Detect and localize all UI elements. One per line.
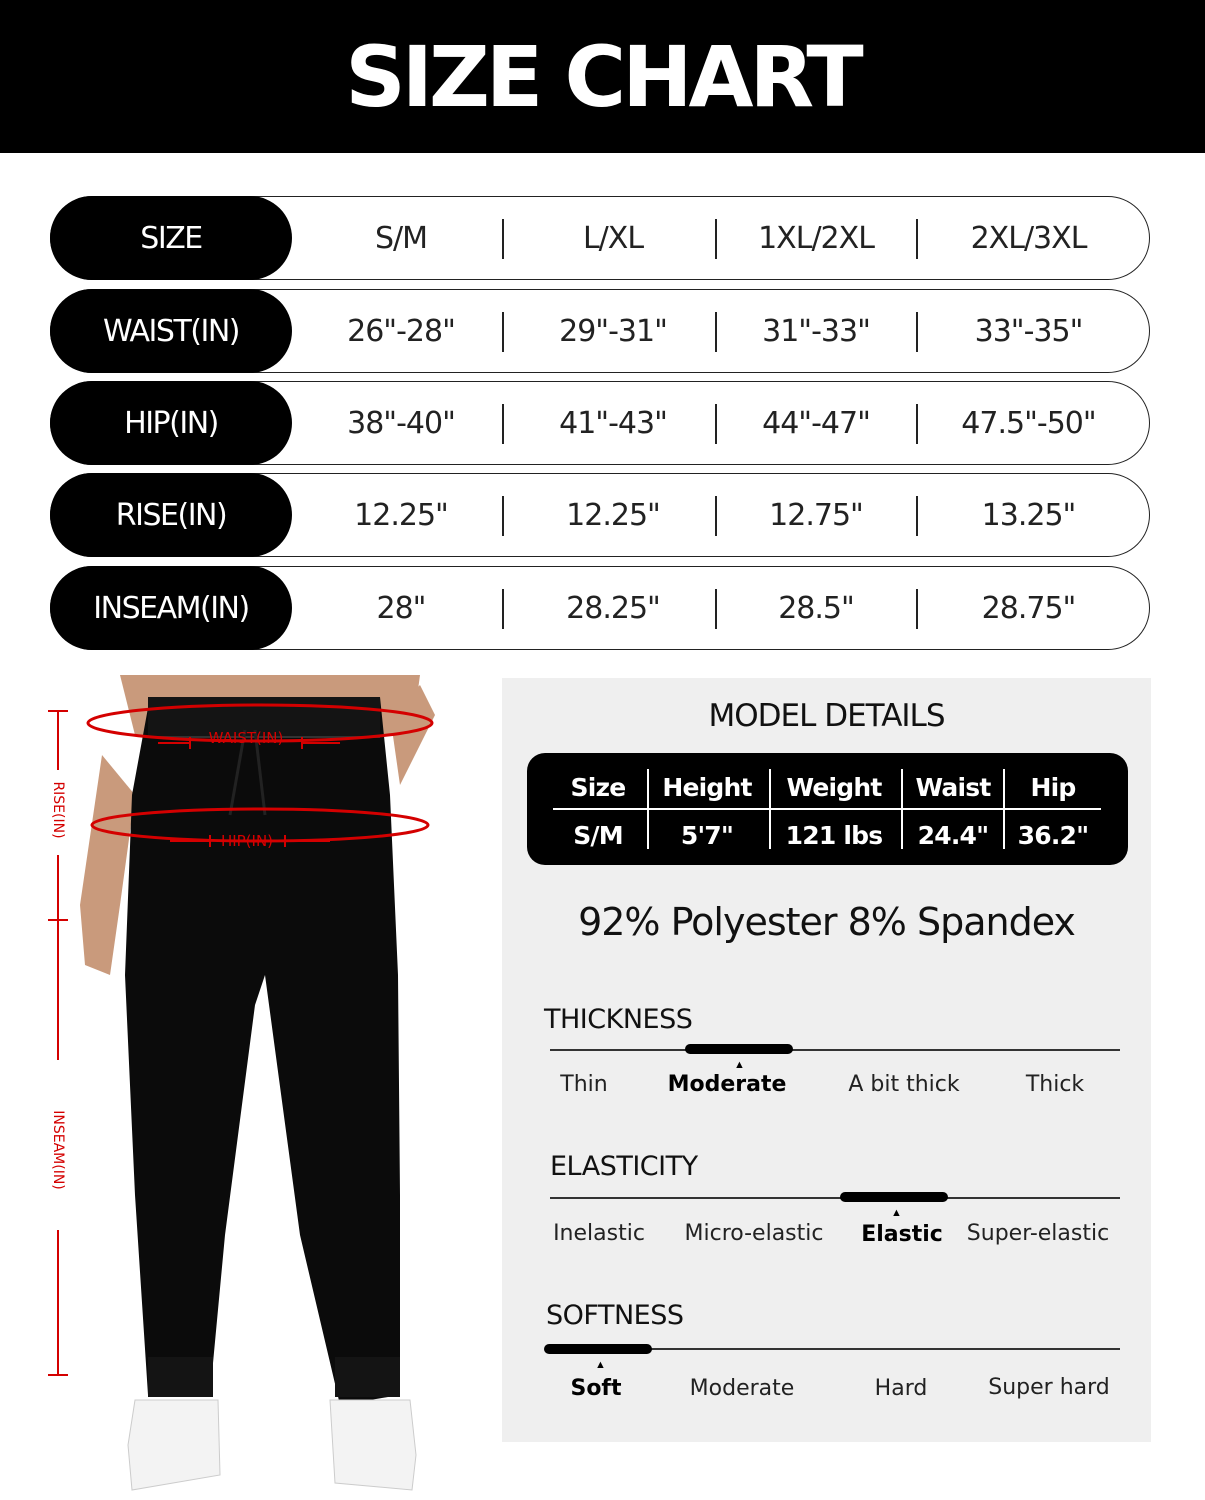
scale-option-selected: Moderate <box>667 1072 787 1097</box>
table-cell: 13.25" <box>981 497 1076 533</box>
header-divider <box>553 808 1101 810</box>
inseam-row <box>50 566 1150 650</box>
left-cuff <box>148 1357 213 1397</box>
scale-indicator <box>840 1192 948 1202</box>
size-row <box>50 196 1150 280</box>
row-label: WAIST(IN) <box>50 289 292 373</box>
table-cell: 29"-31" <box>559 313 667 349</box>
table-cell: 1XL/2XL <box>758 220 874 256</box>
divider <box>916 496 918 536</box>
scale-title: ELASTICITY <box>550 1151 698 1182</box>
page-title: SIZE CHART <box>345 27 860 126</box>
scale-option: Moderate <box>689 1376 795 1401</box>
table-cell: 12.25" <box>566 497 660 533</box>
inseam-label: INSEAM(IN) <box>50 1110 66 1190</box>
fabric-composition: 92% Polyester 8% Spandex <box>578 900 1075 944</box>
scale-option: A bit thick <box>848 1072 960 1097</box>
rise-row <box>50 473 1150 557</box>
divider <box>916 312 918 352</box>
scale-track <box>550 1049 1120 1051</box>
divider <box>502 496 504 536</box>
table-cell: S/M <box>374 220 428 256</box>
scale-title: THICKNESS <box>544 1004 693 1035</box>
scale-option: Thin <box>560 1072 608 1097</box>
jogger-pants-illustration <box>40 675 460 1500</box>
hip-label: HIP(IN) <box>220 832 274 850</box>
scale-track <box>550 1197 1120 1199</box>
table-cell: L/XL <box>582 220 644 256</box>
table-cell: 12.25" <box>354 497 448 533</box>
scale-option-selected: Soft <box>570 1376 622 1401</box>
header-cell: Size <box>570 772 626 802</box>
divider <box>916 404 918 444</box>
header-cell: Waist <box>915 772 991 802</box>
row-label: HIP(IN) <box>50 381 292 465</box>
header-banner <box>0 0 1205 153</box>
caret-icon: ▲ <box>734 1059 745 1071</box>
scale-option-selected: Elastic <box>861 1222 943 1247</box>
waist-row <box>50 289 1150 373</box>
divider <box>502 219 504 259</box>
table-cell: 28" <box>376 590 426 626</box>
right-cuff <box>335 1357 400 1397</box>
header-cell: Height <box>662 772 752 802</box>
waist-label: WAIST(IN) <box>208 729 284 747</box>
value-cell: 121 lbs <box>785 820 883 850</box>
model-details-title: MODEL DETAILS <box>708 698 945 734</box>
caret-icon: ▲ <box>891 1207 902 1219</box>
divider <box>916 589 918 629</box>
scale-option: Micro-elastic <box>684 1221 824 1246</box>
table-cell: 12.75" <box>769 497 863 533</box>
scale-option: Super hard <box>988 1375 1110 1400</box>
model-details-panel <box>502 678 1151 1442</box>
table-cell: 26"-28" <box>347 313 455 349</box>
table-cell: 38"-40" <box>347 405 455 441</box>
scale-option: Hard <box>874 1376 928 1401</box>
table-cell: 44"-47" <box>762 405 870 441</box>
scale-indicator <box>544 1344 652 1354</box>
model-details-table <box>527 753 1128 865</box>
rise-label: RISE(IN) <box>50 781 66 839</box>
header-cell: Hip <box>1030 772 1076 802</box>
row-label: SIZE <box>50 196 292 280</box>
divider <box>901 769 903 849</box>
value-cell: 36.2" <box>1017 820 1089 850</box>
divider <box>502 404 504 444</box>
hip-row <box>50 381 1150 465</box>
row-label: RISE(IN) <box>50 473 292 557</box>
scale-option: Super-elastic <box>966 1221 1110 1246</box>
table-cell: 31"-33" <box>762 313 870 349</box>
scale-option: Thick <box>1025 1072 1085 1097</box>
scale-indicator <box>685 1044 793 1054</box>
divider <box>502 589 504 629</box>
right-shoe <box>330 1400 416 1490</box>
divider <box>916 219 918 259</box>
value-cell: 24.4" <box>917 820 989 850</box>
table-cell: 28.5" <box>778 590 854 626</box>
divider <box>502 312 504 352</box>
row-label: INSEAM(IN) <box>50 566 292 650</box>
table-cell: 28.75" <box>981 590 1076 626</box>
scale-title: SOFTNESS <box>546 1300 684 1331</box>
table-cell: 47.5"-50" <box>961 405 1096 441</box>
table-cell: 28.25" <box>566 590 660 626</box>
scale-option: Inelastic <box>553 1221 645 1246</box>
header-cell: Weight <box>786 772 882 802</box>
table-cell: 41"-43" <box>559 405 667 441</box>
caret-icon: ▲ <box>595 1359 606 1371</box>
table-cell: 2XL/3XL <box>970 220 1087 256</box>
value-cell: S/M <box>573 820 623 850</box>
left-shoe <box>128 1400 220 1490</box>
table-cell: 33"-35" <box>974 313 1083 349</box>
value-cell: 5'7" <box>680 820 734 850</box>
